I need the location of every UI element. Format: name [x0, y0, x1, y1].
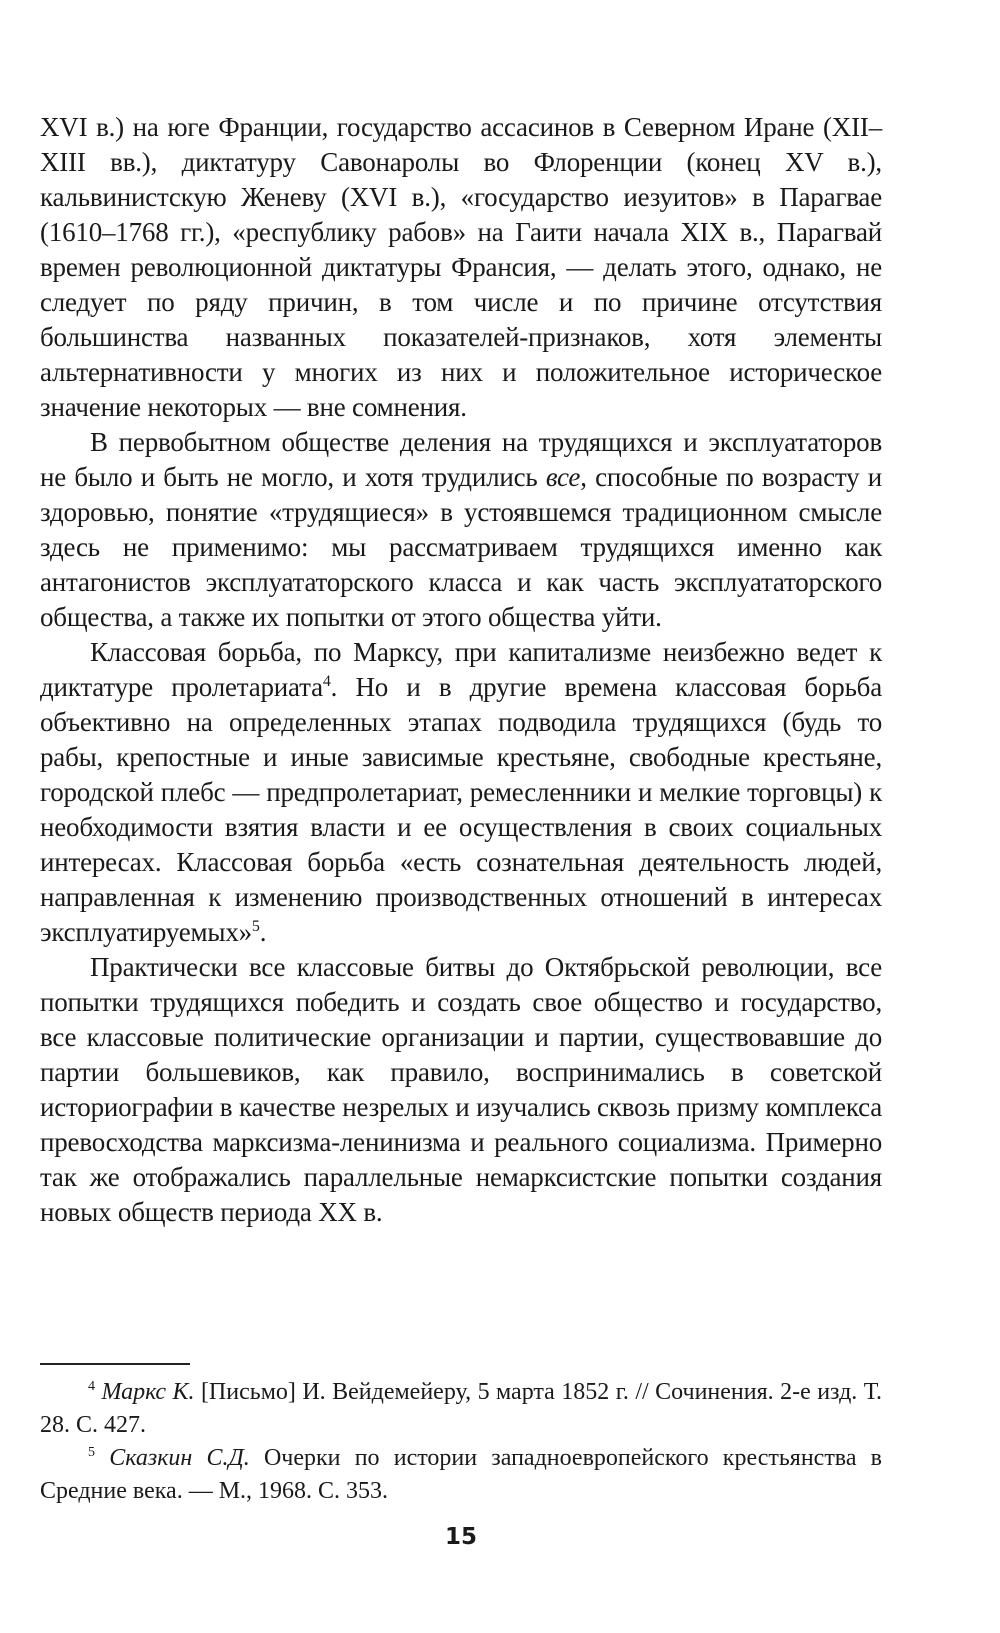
paragraph-3-middle: . Но и в другие времена классовая борьба объективно на определенных этапах подводила трудящихся (будь то рабы, крепостные и иные зависимые крестьяне, свободные крестьяне, городской плебс — предпролетариат, ремесленники и мелкие торговцы) к необходимости взятия власти и ее осуществления в своих социальных интересах. Классовая борьба «есть сознательная деятельность людей, направленная к изменению производственных отношений в интересах эксплуатируемых» — [40, 672, 882, 947]
paragraph-3-end: . — [259, 917, 267, 947]
paragraph-3 — [40, 635, 882, 950]
footnotes — [40, 1376, 882, 1508]
paragraph-2-emphasis: все — [545, 462, 581, 492]
footnote-5-author: Сказкин С.Д. — [109, 1445, 250, 1471]
page-number: 15 — [444, 1524, 477, 1550]
paragraph-3-start: Классовая борьба, по Марксу, при капитализме неизбежно ведет к диктатуре пролетариата — [40, 637, 882, 702]
paragraph-4: Практически все классовые битвы до Октябрьской революции, все попытки трудящихся победить и создать свое общество и государство, все классовые политические организации и партии, существовавшие до партии большевиков, как правило, воспринимались в советской историографии в качестве незрелых и изучались сквозь призму комплекса превосходства марксизма-ленинизма и реального социализма. Примерно так же отображались параллельные немарксистские попытки создания новых обществ периода XX в. — [40, 952, 882, 1227]
paragraph-2 — [40, 425, 882, 635]
footnote-4-author: Маркс К. — [101, 1379, 195, 1405]
footnote-4 — [40, 1376, 882, 1442]
footnote-ref-5[interactable]: 5 — [251, 918, 260, 935]
paragraph-1: XVI в.) на юге Франции, государство ассасинов в Северном Иране (XII–XIII вв.), диктатуру Савонаролы во Флоренции (конец XV в.), кальвинистскую Женеву (XVI в.), «государство иезуитов» в Парагвае (1610–1768 гг.), «республику рабов» на Гаити начала XIX в., Парагвай времен революционной диктатуры Франсия, — делать этого, однако, не следует по ряду причин, в том числе и по причине отсутствия большинства названных показателей-признаков, хотя элементы альтернативности у многих из них и положительное историческое значение некоторых — вне сомнения. — [40, 112, 882, 422]
footnote-5-text: Очерки по истории западноевропейского крестьянства в Средние века. — М., 1968. С. 353. — [40, 1445, 882, 1504]
paragraph-2-start: В первобытном обществе деления на трудящихся и эксплуататоров не было и быть не могло, и хотя трудились — [40, 427, 882, 492]
footnote-5-number: 5 — [88, 1445, 95, 1460]
paragraph-2-end: , способные по возрасту и здоровью, понятие «трудящиеся» в устоявшемся традиционном смысле здесь не применимо: мы рассматриваем трудящихся именно как антагонистов эксплуататорского класса и как часть эксплуататорского общества, а также их попытки от этого общества уйти. — [40, 462, 882, 632]
main-text — [40, 110, 882, 1230]
footnote-ref-4[interactable]: 4 — [322, 673, 331, 690]
footnote-4-text: [Письмо] И. Вейдемейеру, 5 марта 1852 г. // Сочинения. 2-е изд. Т. 28. С. 427. — [40, 1379, 883, 1438]
footnote-5 — [40, 1442, 882, 1508]
footnote-divider — [40, 1363, 190, 1365]
footnote-4-number: 4 — [88, 1379, 95, 1394]
